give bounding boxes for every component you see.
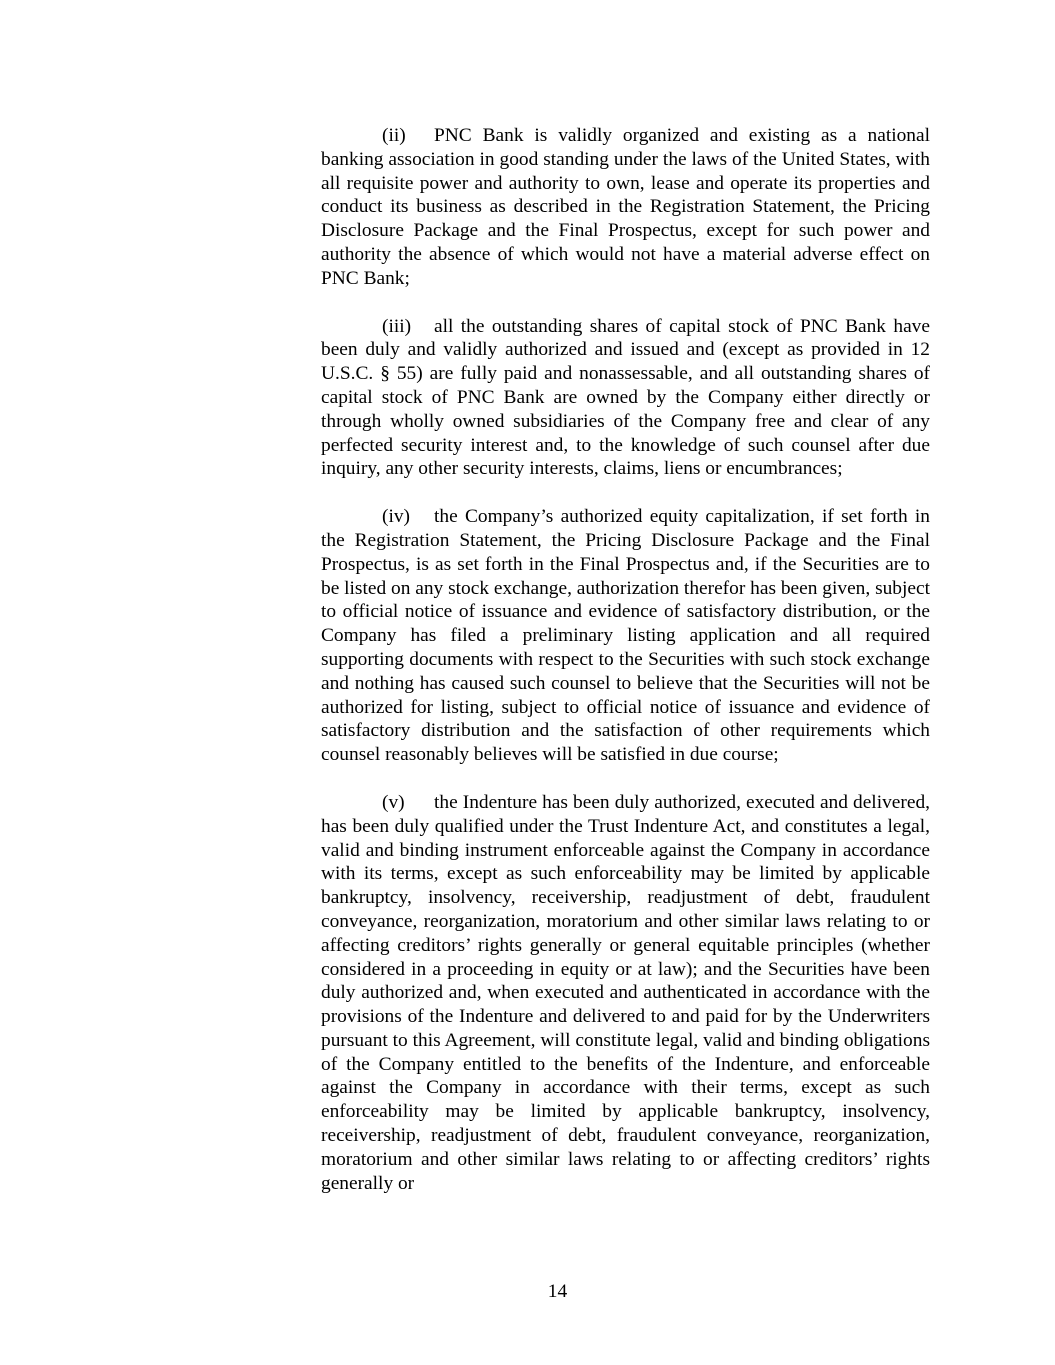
paragraph-text: PNC Bank is validly organized and existing as a national banking association in good standing under the laws of the United States, with all requisite power and authority to own, lease and operate its properties and conduct its business as described in the Registration Statement, the Pricing Disclosure Package and the Final Prospectus, except for such power and authority the absence of which would not have a material adverse effect on PNC Bank;	[321, 125, 930, 289]
paragraph-number: (ii)	[382, 125, 406, 146]
paragraph-number: (iii)	[382, 315, 412, 337]
paragraph-iv	[321, 505, 930, 767]
paragraph-ii	[321, 124, 930, 291]
paragraph-number: (iv)	[382, 506, 410, 528]
paragraph-v	[321, 791, 930, 1196]
paragraph-text: the Indenture has been duly authorized, executed and delivered, has been duly qualified under the Trust Indenture Act, and constitutes a legal, valid and binding instrument enforceable against the Company in accordance with its terms, except as such enforceability may be limited by applicable bankruptcy, insolvency, receivership, readjustment of debt, fraudulent conveyance, reorganization, moratorium and other similar laws relating to or affecting creditors’ rights generally or general equitable principles (whether considered in a proceeding in equity or at law); and the Securities have been duly authorized and, when executed and authenticated in accordance with the provisions of the Indenture and delivered to and paid for by the Underwriters pursuant to this Agreement, will constitute legal, valid and binding obligations of the Company entitled to the benefits of the Indenture, and enforceable against the Company in accordance with their terms, except as such enforceability may be limited by applicable bankruptcy, insolvency, receivership, readjustment of debt, fraudulent conveyance, reorganization, moratorium and other similar laws relating to or affecting creditors’ rights generally or	[321, 791, 930, 1194]
document-body	[321, 124, 930, 1219]
paragraph-text: the Company’s authorized equity capitalization, if set forth in the Registration Statement, the Pricing Disclosure Package and the Final Prospectus, is as set forth in the Final Prospectus and, if the Securities are to be listed on any stock exchange, authorization therefor has been given, subject to official notice of issuance and evidence of satisfactory distribution, or the Company has filed a preliminary listing application and all required supporting documents with respect to the Securities with such stock exchange and nothing has caused such counsel to believe that the Securities will not be authorized for listing, subject to official notice of issuance and evidence of satisfactory distribution and the satisfaction of other requirements which counsel reasonably believes will be satisfied in due course;	[321, 506, 930, 766]
paragraph-number: (v)	[382, 791, 405, 813]
page-number: 14	[547, 1281, 568, 1302]
paragraph-iii	[321, 315, 930, 482]
paragraph-text: all the outstanding shares of capital stock of PNC Bank have been duly and validly authorized and issued and (except as provided in 12 U.S.C. § 55) are fully paid and nonassessable, and all outstanding shares of capital stock of PNC Bank are owned by the Company either directly or through wholly owned subsidiaries of the Company free and clear of any perfected security interest and, to the knowledge of such counsel after due inquiry, any other security interests, claims, liens or encumbrances;	[321, 315, 930, 480]
